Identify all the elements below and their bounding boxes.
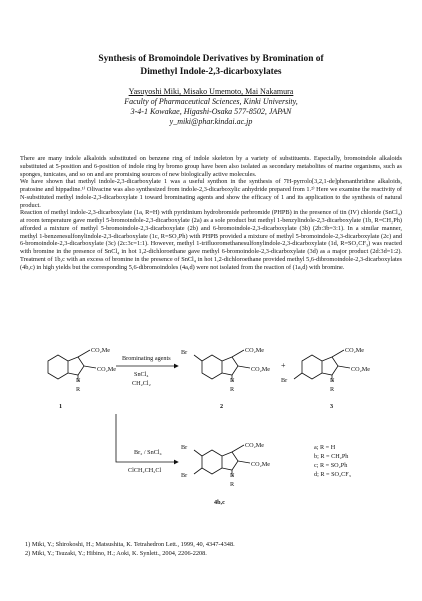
reaction-scheme-graphic (40, 344, 402, 524)
co2me-label: CO₂Me (251, 461, 271, 468)
affiliation-line-1: Faculty of Pharmaceutical Sciences, Kinki University, (124, 97, 298, 106)
n-label: N (230, 377, 235, 384)
br-label: Br (181, 444, 188, 451)
reagent-bottom-2: ClCH₂CH₂Cl (128, 467, 162, 474)
reference-1: 1) Miki, Y.; Shirokoshi, H.; Matsushita, K. Tetrahedron Lett., 1999, 40, 4347-4348. (25, 541, 235, 548)
body-paragraph-1: There are many indole alkaloids substituted on benzene ring of indole skeleton by a variety of substituents. Especially, bromoindole alkaloids substituted at 5-position and 6-position of indole ring by bromo group have been also isolated as secondary metabolites of marine organisms, such as sponges, tunicates, and so on and are promising sources of new biologically active molecules. (20, 155, 402, 178)
solvent-top-1: SnCl₄ (134, 371, 149, 378)
compound-2-label: 2 (220, 403, 224, 410)
indole-structure-1 (48, 350, 96, 382)
indole-structure-3 (294, 350, 350, 382)
r-label: R (330, 386, 335, 393)
indole-structure-2 (194, 350, 250, 382)
n-label: N (76, 377, 81, 384)
reagent-bottom-1: Br₂ / SnCl₄ (134, 449, 162, 456)
plus-sign: + (281, 361, 286, 370)
substituent-legend-c: c; R = SO₂Ph (314, 462, 348, 469)
co2me-label: CO₂Me (345, 347, 365, 354)
indole-structure-4 (194, 445, 250, 477)
co2me-label: CO₂Me (351, 366, 371, 373)
n-label: N (330, 377, 335, 384)
r-label: R (230, 386, 235, 393)
substituent-legend-d: d; R = SO₂CF₃ (314, 471, 351, 478)
substituent-legend-b: b; R = CH₂Ph (314, 453, 349, 460)
reagent-top-label: Brominating agents (122, 355, 171, 362)
reference-2: 2) Miki, Y.; Tsuzaki, Y.; Hibino, H.; Aoki, K. Synlett., 2004, 2206-2208. (25, 550, 207, 558)
co2me-label: CO₂Me (91, 347, 111, 354)
br-label: Br (181, 349, 188, 356)
co2me-label: CO₂Me (97, 366, 117, 373)
author-block (20, 87, 402, 127)
compound-4-label: 4b,c (214, 499, 225, 506)
solvent-top-2: CH₂Cl₂ (132, 380, 151, 387)
r-label: R (230, 481, 235, 488)
co2me-label: CO₂Me (245, 347, 265, 354)
substituent-legend-a: a; R = H (314, 444, 336, 451)
affiliation-line-2: 3-4-1 Kowakae, Higashi-Osaka 577-8502, JAPAN (130, 107, 292, 116)
reaction-scheme (40, 344, 402, 524)
author-names: Yasuyoshi Miki, Misako Umemoto, Mai Nakamura (128, 87, 294, 96)
body-paragraph-2: We have shown that methyl indole-2,3-dicarboxylate 1 was a useful synthon in the synthesis of 7H-pyrrolo[3,2,1-de]phenanthridine alkaloids, pratosine and hippadine.¹⁾ Olivacine was also synthesized from indole-2,3-dicarboxylic anhydride prepared from 1.²⁾ Here we examine the reactivity of N-substituted methyl indole-2,3-dicarboxylate 1 toward brominating agents and show the efficacy of 1 and its application to the synthesis of natural product. (20, 178, 402, 209)
references (25, 540, 402, 559)
title-line-1: Synthesis of Bromoindole Derivatives by Bromination of (98, 54, 324, 64)
compound-1-label: 1 (59, 403, 63, 410)
n-label: N (230, 472, 235, 479)
author-email[interactable]: y_miki@phar.kindai.ac.jp (169, 117, 253, 126)
co2me-label: CO₂Me (251, 366, 271, 373)
br-label: Br (281, 377, 288, 384)
paper-title (20, 53, 402, 79)
compound-3-label: 3 (330, 403, 334, 410)
co2me-label: CO₂Me (245, 442, 265, 449)
title-line-2: Dimethyl Indole-2,3-dicarboxylates (140, 67, 282, 77)
abstract-body (20, 155, 402, 271)
br-label: Br (181, 472, 188, 479)
r-label: R (76, 386, 81, 393)
body-paragraph-3: Reaction of methyl indole-2,3-dicarboxylate (1a, R=H) with pyridinium hydrobromide perbromide (PHPB) in the presence of tin (IV) chloride (SnCl₄) at room temperature gave methyl 5-bromoindole-2,3-dicarboxylate (2a) as a sole product but methyl 1-benzylindole-2,3-dicarboxylate (1b, R=CH₂Ph) afforded a mixture of methyl 5-bromoindole-2,3-dicarboxylate (2b) and 6-bromoindole-2,3-dicarboxylate (3b) (2b:3b=3:1). In a similar manner, methyl 1-benzenesulfonylindole-2,3-dicarboxylate (1c, R=SO₂Ph) with PHPB provided a mixture of methyl 5-bromoindole-2,3-dicarboxylate (2c) and 6-bromoindole-2,3-dicarboxylate (3c) (2c:3c=1:1). However, methyl 1-trifluoromethanesulfonylindole-2,3-dicarboxylate (1d, R=SO₂CF₃) was reacted with bromine in the presence of SnCl₄ in hot 1,2-dichloroethane gave methyl 6-bromoindole-2,3-dicarboxylate (3d) as a major product (2d:3d=1:2). Treatment of 1b,c with an excess of bromine in the presence of SnCl₄ in hot 1,2-dichloroethane provided methyl 5,6-dibromoindole-2,3-dicarboxylates (4b,c) in high yields but the corresponding 5,6-dibromoindoles (4a,d) were not isolated from the reaction of (1a,d) with bromine. (20, 209, 402, 271)
